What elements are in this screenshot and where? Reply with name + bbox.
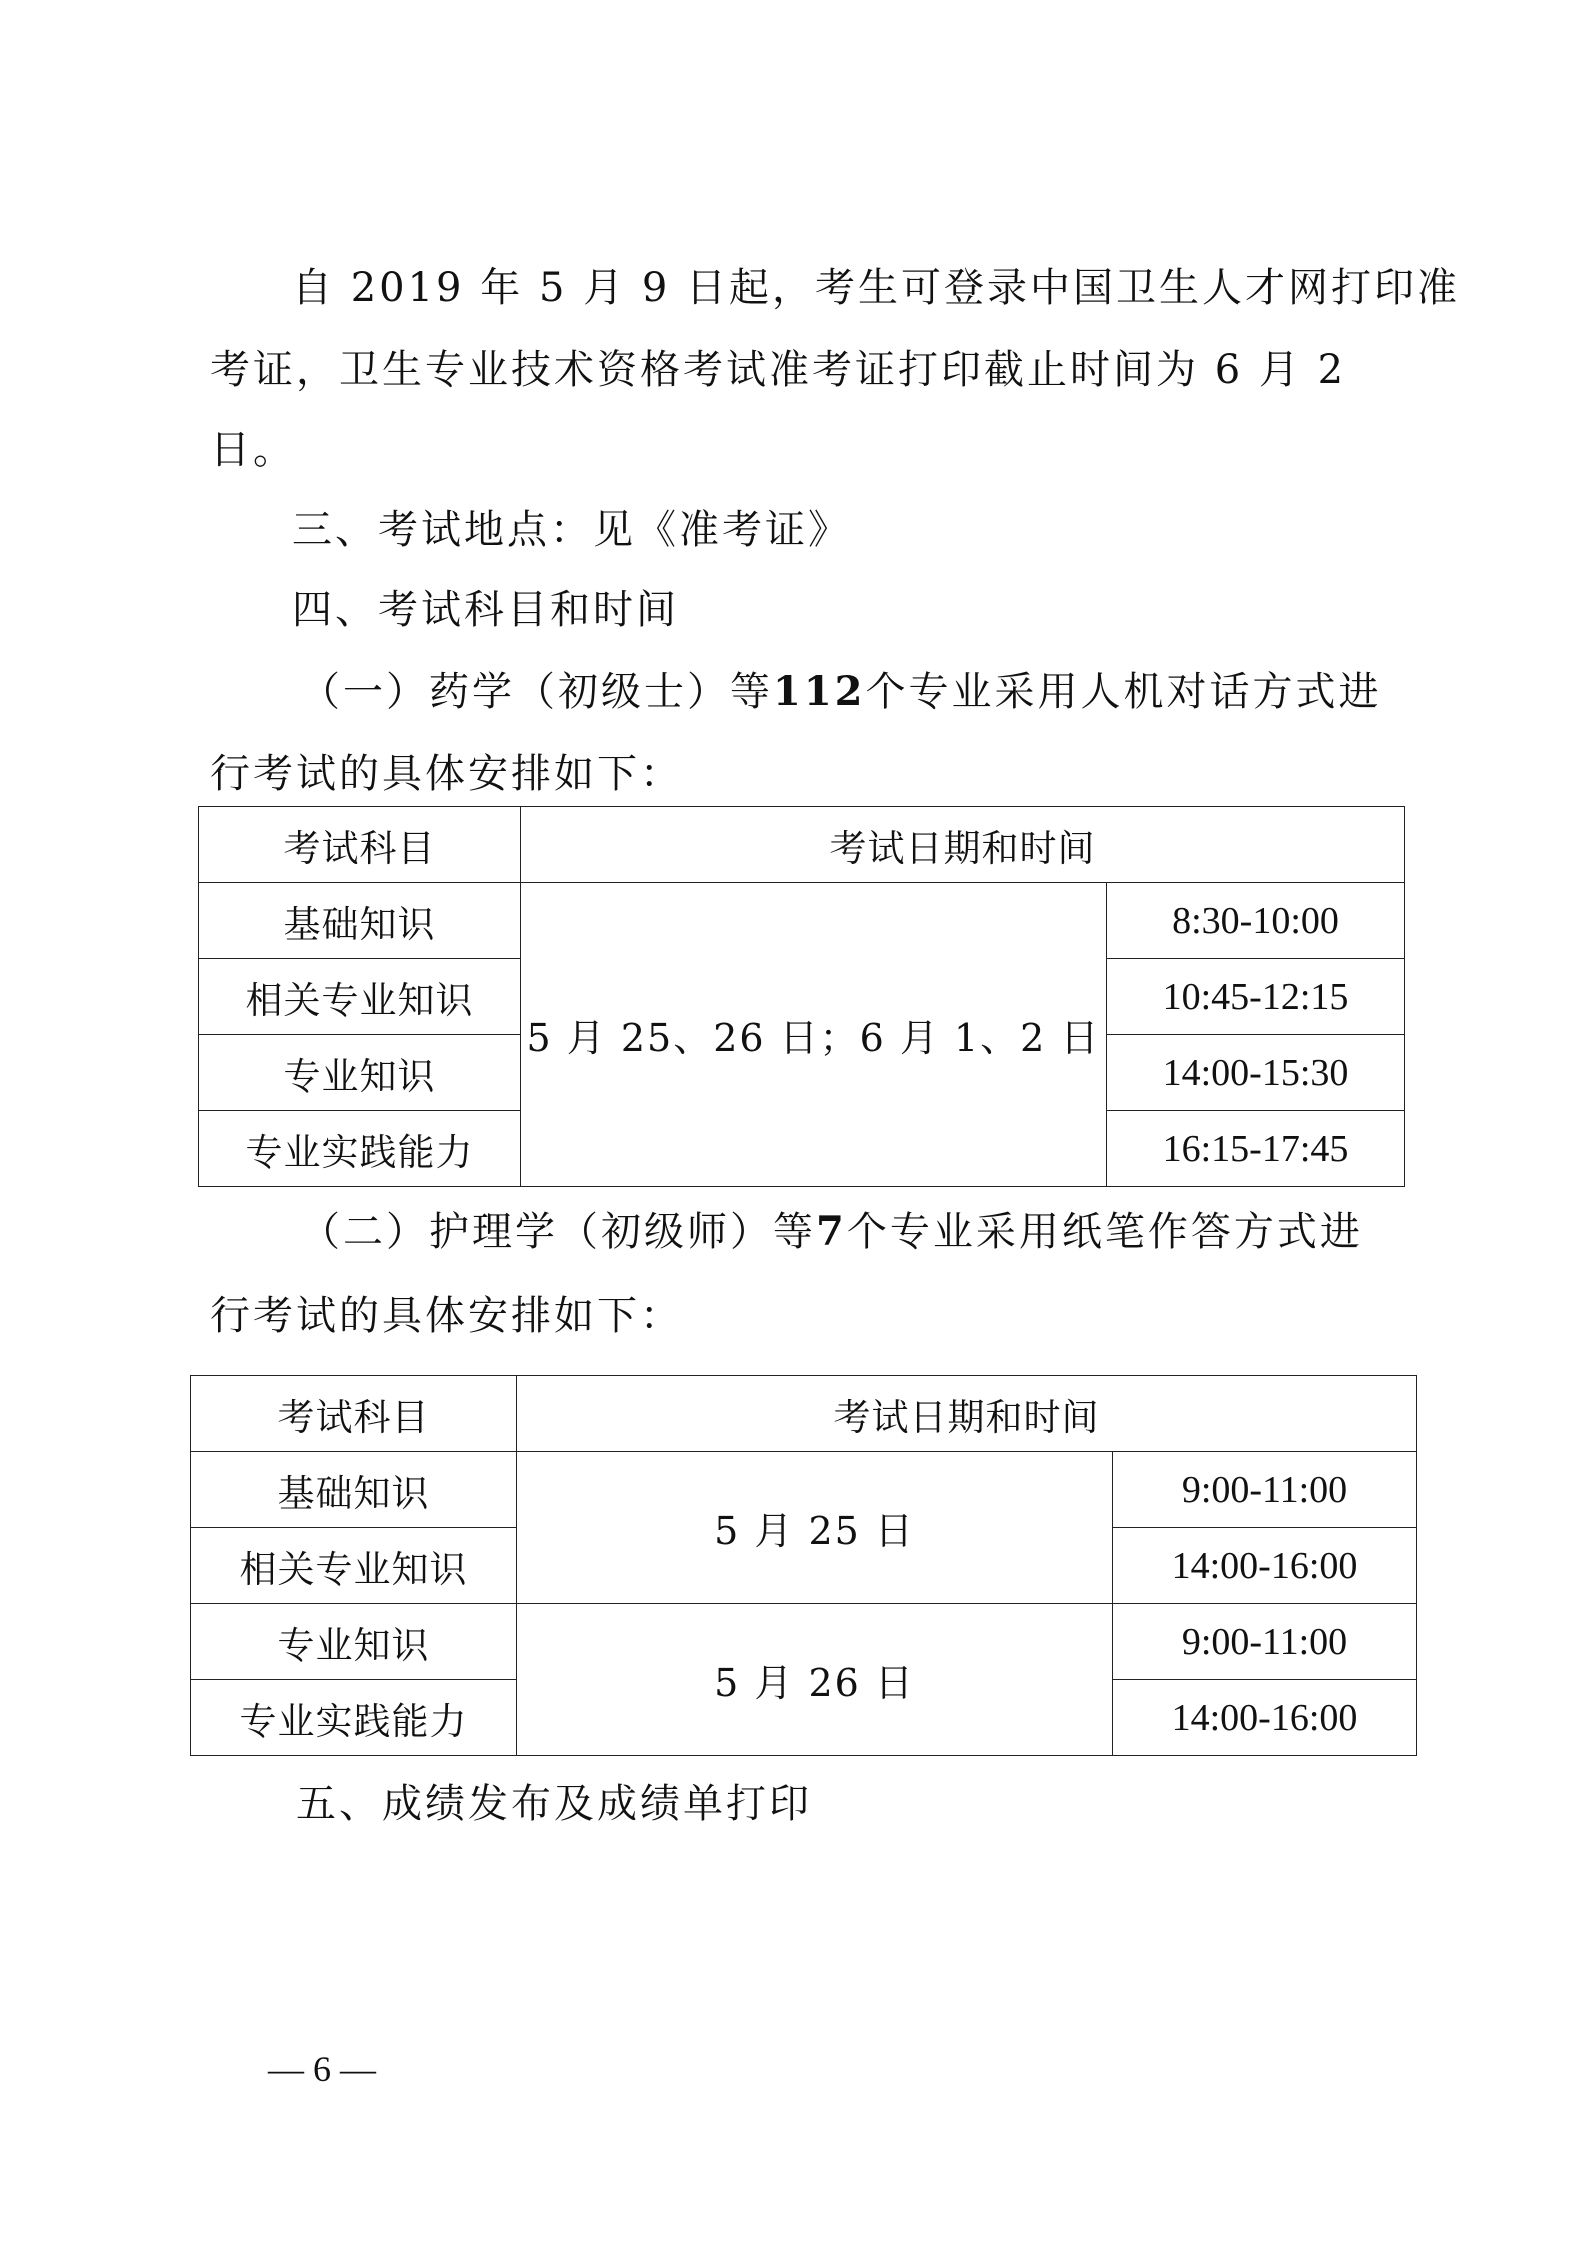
paragraph-line: 自 2019 年 5 月 9 日起，考生可登录中国卫生人才网打印准	[292, 265, 1460, 311]
exam-schedule-table-1	[198, 806, 1405, 1187]
table1-time-cell: 16:15-17:45	[1107, 1111, 1405, 1187]
table1-header-subject: 考试科目	[199, 807, 521, 883]
subsection-1-count: 112	[773, 668, 866, 715]
subsection-2-count: 7	[816, 1208, 847, 1255]
section-heading-4: 四、考试科目和时间	[292, 587, 679, 633]
section-heading-3: 三、考试地点：见《准考证》	[292, 507, 851, 553]
table2-date-cell: 5 月 25 日	[517, 1452, 1113, 1604]
subsection-2-prefix: （二）护理学（初级师）等	[300, 1209, 816, 1255]
page-number: — 6 —	[268, 2049, 376, 2089]
table1-subject-cell: 专业实践能力	[199, 1111, 521, 1187]
paragraph-line: 日。	[210, 427, 296, 473]
table2-time-cell: 14:00-16:00	[1113, 1680, 1417, 1756]
table1-subject-cell: 基础知识	[199, 883, 521, 959]
subsection-1-line1	[300, 668, 1382, 715]
table2-time-cell: 9:00-11:00	[1113, 1604, 1417, 1680]
subsection-1-prefix: （一）药学（初级士）等	[300, 669, 773, 715]
table1-time-cell: 8:30-10:00	[1107, 883, 1405, 959]
table1-time-cell: 14:00-15:30	[1107, 1035, 1405, 1111]
table2-subject-cell: 专业实践能力	[191, 1680, 517, 1756]
table2-subject-cell: 专业知识	[191, 1604, 517, 1680]
table2-time-cell: 9:00-11:00	[1113, 1452, 1417, 1528]
subsection-1-line2: 行考试的具体安排如下：	[210, 751, 683, 797]
table2-header-subject: 考试科目	[191, 1376, 517, 1452]
subsection-1-suffix: 个专业采用人机对话方式进	[865, 669, 1382, 715]
table2-date-cell: 5 月 26 日	[517, 1604, 1113, 1756]
subsection-2-line1	[300, 1208, 1363, 1255]
paragraph-line: 考证，卫生专业技术资格考试准考证打印截止时间为 6 月 2	[210, 347, 1347, 393]
table2-header-datetime: 考试日期和时间	[517, 1376, 1417, 1452]
subsection-2-suffix: 个专业采用纸笔作答方式进	[846, 1209, 1363, 1255]
subsection-2-line2: 行考试的具体安排如下：	[210, 1293, 683, 1339]
section-heading-5: 五、成绩发布及成绩单打印	[296, 1781, 812, 1827]
table1-subject-cell: 专业知识	[199, 1035, 521, 1111]
exam-schedule-table-2	[190, 1375, 1417, 1756]
table1-time-cell: 10:45-12:15	[1107, 959, 1405, 1035]
table2-time-cell: 14:00-16:00	[1113, 1528, 1417, 1604]
table1-subject-cell: 相关专业知识	[199, 959, 521, 1035]
table2-subject-cell: 相关专业知识	[191, 1528, 517, 1604]
table2-subject-cell: 基础知识	[191, 1452, 517, 1528]
table1-header-datetime: 考试日期和时间	[521, 807, 1405, 883]
table1-date-cell: 5 月 25、26 日；6 月 1、2 日	[521, 883, 1107, 1187]
